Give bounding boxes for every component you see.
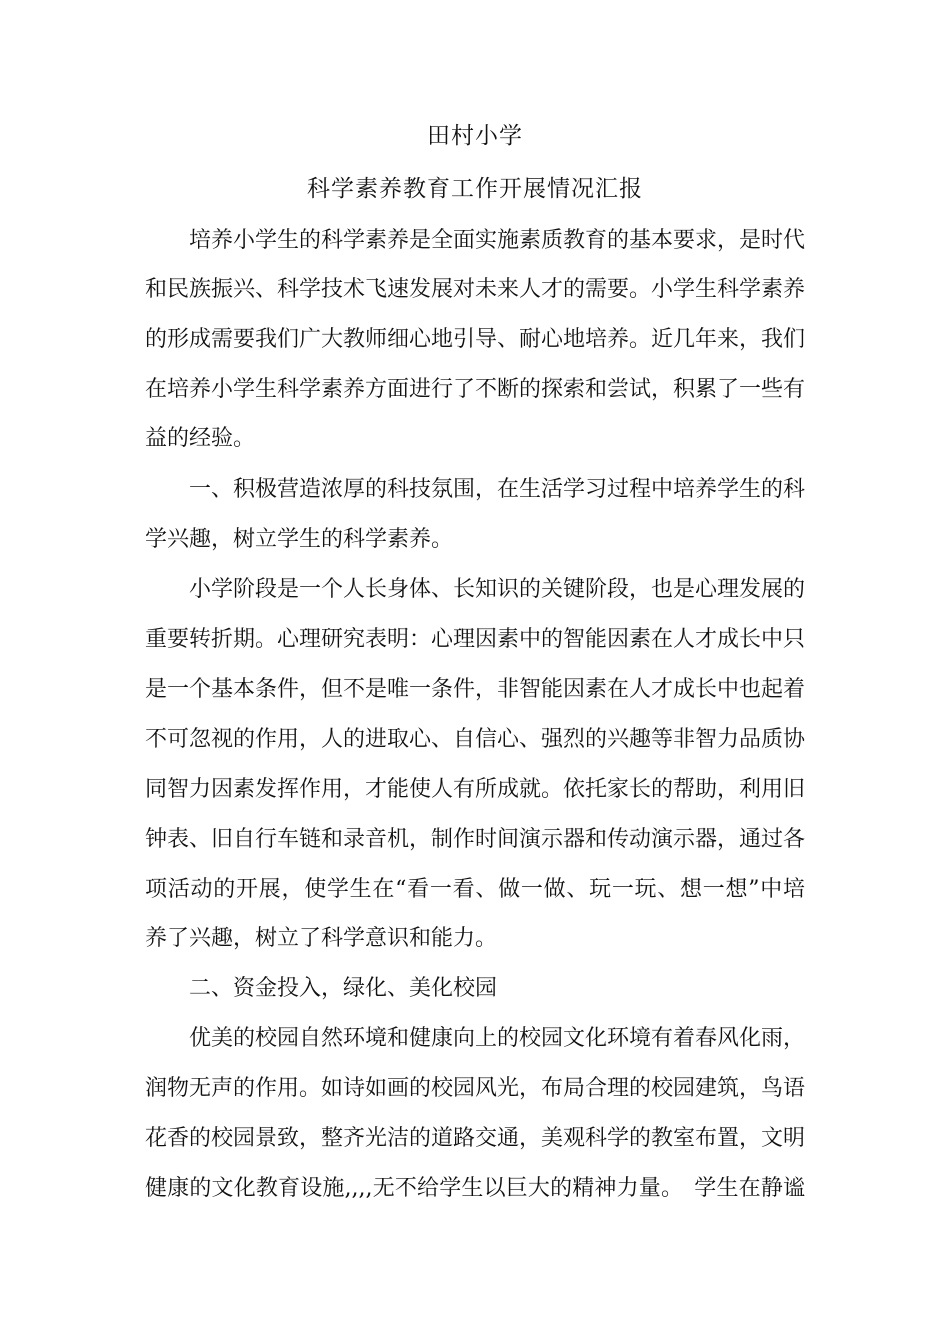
text-line: 同智力因素发挥作用，才能使人有所成就。依托家长的帮助，利用旧 (145, 777, 806, 802)
text-line: 重要转折期。心理研究表明：心理因素中的智能因素在人才成长中只 (145, 627, 806, 652)
section-heading-line: 二、资金投入，绿化、美化校园 (145, 976, 498, 1001)
text-line: 不可忽视的作用，人的进取心、自信心、强烈的兴趣等非智力品质协 (145, 727, 806, 752)
text-line: 培养小学生的科学素养是全面实施素质教育的基本要求，是时代 (145, 228, 806, 253)
text-line: 和民族振兴、科学技术飞速发展对未来人才的需要。小学生科学素养 (145, 277, 806, 302)
text-line: 是一个基本条件，但不是唯一条件，非智能因素在人才成长中也起着 (145, 677, 806, 702)
text-line: 花香的校园景致，整齐光洁的道路交通，美观科学的教室布置，文明 (145, 1126, 806, 1151)
section-heading-line: 学兴趣，树立学生的科学素养。 (145, 527, 454, 552)
text-line: 益的经验。 (145, 426, 256, 451)
text-line: 项活动的开展，使学生在“看一看、做一做、玩一玩、想一想”中培 (145, 877, 805, 902)
report-title: 科学素养教育工作开展情况汇报 (307, 176, 643, 202)
text-line: 的形成需要我们广大教师细心地引导、耐心地培养。近几年来，我们 (145, 327, 806, 352)
text-line: 健康的文化教育设施,,,,无不给学生以巨大的精神力量。 学生在静谧 (145, 1176, 805, 1201)
section-heading-line: 一、积极营造浓厚的科技氛围，在生活学习过程中培养学生的科 (145, 477, 806, 502)
text-line: 小学阶段是一个人长身体、长知识的关键阶段，也是心理发展的 (145, 577, 806, 602)
text-line: 在培养小学生科学素养方面进行了不断的探索和尝试，积累了一些有 (145, 377, 806, 402)
text-line: 钟表、旧自行车链和录音机，制作时间演示器和传动演示器，通过各 (145, 827, 806, 852)
text-line: 润物无声的作用。如诗如画的校园风光，布局合理的校园建筑，鸟语 (145, 1076, 806, 1101)
text-line: 养了兴趣，树立了科学意识和能力。 (145, 926, 498, 951)
school-name-title: 田村小学 (427, 123, 523, 149)
text-line: 优美的校园自然环境和健康向上的校园文化环境有着春风化雨， (145, 1026, 806, 1051)
